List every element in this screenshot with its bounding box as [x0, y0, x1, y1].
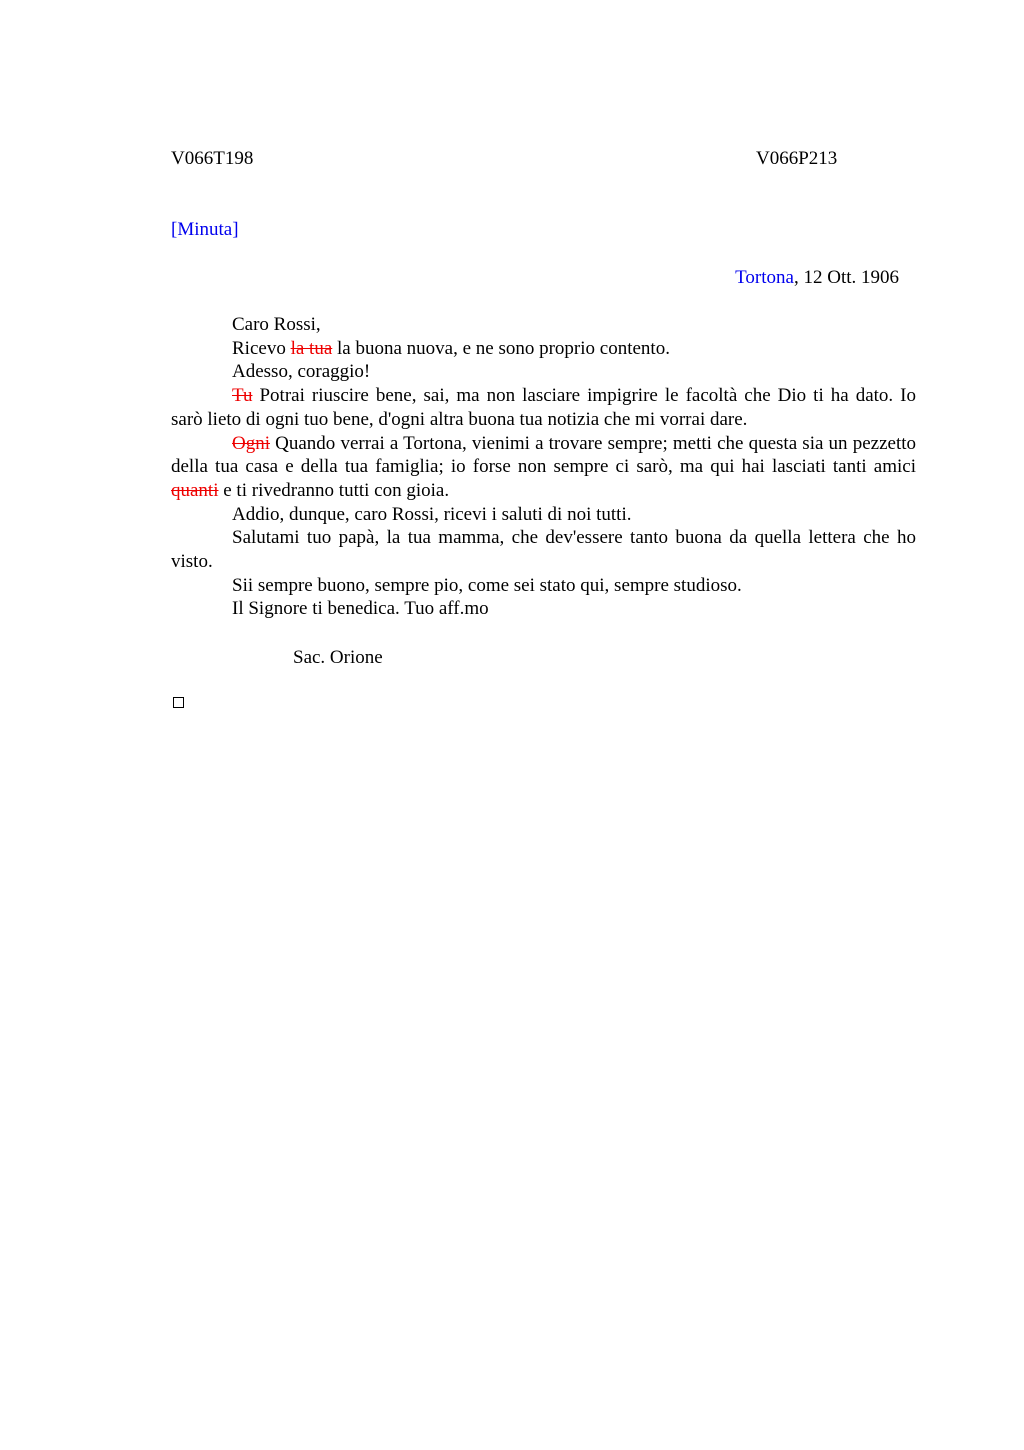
signature: Sac. Orione	[293, 647, 383, 668]
salutation: Caro Rossi,	[232, 314, 321, 335]
text-segment: la buona nuova, e ne sono proprio contento.	[332, 337, 670, 359]
text-segment: e ti rivedranno tutti con gioia.	[218, 479, 450, 501]
minuta-label: [Minuta]	[171, 219, 239, 240]
text-segment: Potrai riuscire bene, sai, ma non lasciare impigrire le facoltà che Dio ti ha dato. Io sarò lieto di ogni tuo bene, d'ogni altra buona tua notizia che mi vorrai dare.	[171, 385, 916, 430]
paragraph-6: Salutami tuo papà, la tua mamma, che dev'essere tanto buona da quella lettera che ho visto.	[171, 527, 916, 573]
deleted-text: la tua	[290, 337, 333, 359]
reference-code-left: V066T198	[171, 148, 254, 169]
date-text: , 12 Ott. 1906	[793, 267, 899, 288]
letter-body	[171, 313, 916, 621]
paragraph-1	[171, 337, 916, 361]
paragraph-5: Addio, dunque, caro Rossi, ricevi i saluti di noi tutti.	[232, 503, 632, 525]
paragraph-2: Adesso, coraggio!	[232, 361, 371, 383]
text-segment: Ricevo	[232, 337, 291, 359]
reference-code-right: V066P213	[756, 148, 838, 169]
deleted-text: Ogni	[232, 432, 270, 454]
square-box-icon	[173, 697, 184, 708]
place-name: Tortona	[735, 267, 794, 288]
paragraph-4	[171, 432, 916, 503]
paragraph-7: Sii sempre buono, sempre pio, come sei stato qui, sempre studioso.	[232, 574, 742, 596]
paragraph-8: Il Signore ti benedica. Tuo aff.mo	[232, 598, 489, 620]
paragraph-3	[171, 384, 916, 431]
text-segment: Quando verrai a Tortona, vienimi a trovare sempre; metti che questa sia un pezzetto della tua casa e della tua famiglia; io forse non sempre ci sarò, ma qui hai lasciati tanti amici	[171, 432, 916, 478]
deleted-text: Tu	[232, 385, 253, 407]
dateline	[560, 267, 899, 289]
deleted-text: quanti	[171, 479, 219, 501]
